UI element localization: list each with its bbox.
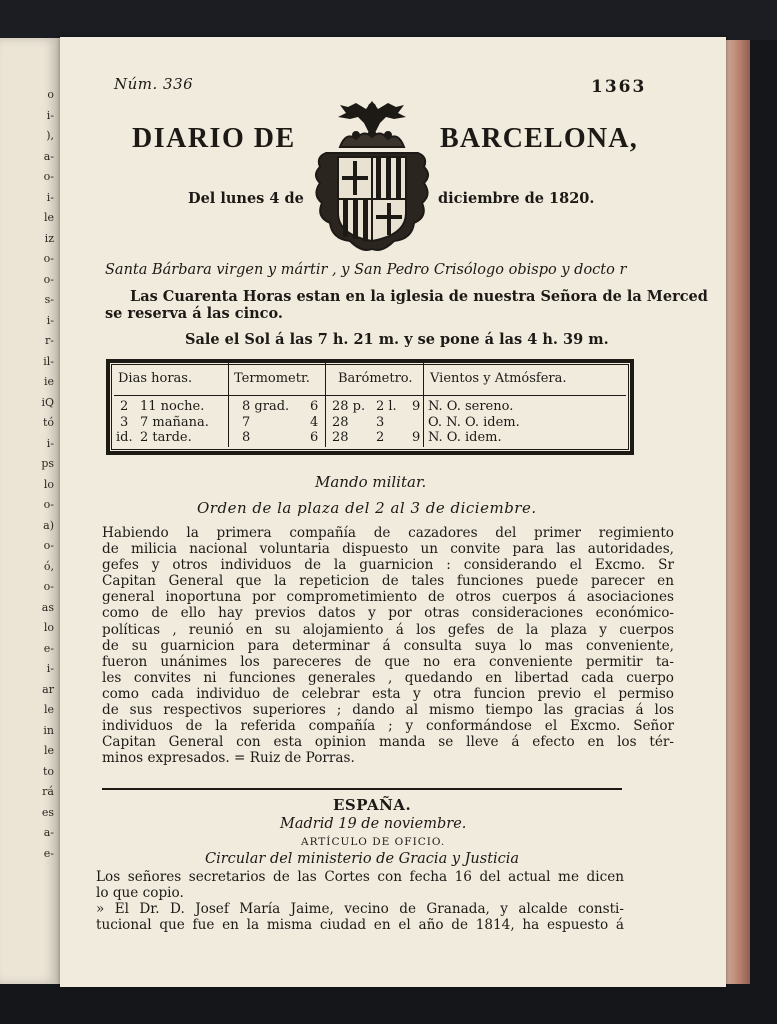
section-subtitle-orden: Orden de la plaza del 2 al 3 de diciembre.: [197, 499, 537, 517]
weather-therm-unit: 8: [242, 430, 251, 445]
left-page-text-fragment: es: [41, 805, 54, 819]
weather-therm-frac: 6: [310, 399, 319, 414]
article-line: Los señores secretarios de las Cortes con fecha 16 del actual me dicen: [96, 869, 624, 885]
saints-of-the-day: Santa Bárbara virgen y mártir , y San Pedro Crisólogo obispo y docto r: [105, 262, 627, 278]
weather-wind: O. N. O. idem.: [428, 415, 520, 430]
date-right: diciembre de 1820.: [438, 190, 595, 207]
weather-day: id.: [116, 430, 133, 445]
article-line: individuos de la referida compañía ; y conformándose el Excmo. Señor: [102, 718, 674, 735]
date-left: Del lunes 4 de: [188, 190, 304, 207]
left-page-text-fragment: o-: [43, 539, 54, 552]
weather-header-winds: Vientos y Atmósfera.: [430, 371, 567, 386]
article-line: como cada individuo de celebrar esta y otra funcion previo el permiso: [102, 685, 674, 702]
weather-hour: 2 tarde.: [140, 430, 192, 445]
left-page-text-fragment: le: [43, 211, 54, 224]
weather-table-divider: [423, 363, 424, 447]
weather-table-divider: [325, 363, 326, 447]
article-line: » El Dr. D. Josef María Jaime, vecino de Granada, y alcalde consti-: [96, 901, 624, 918]
left-page-text-fragment: e-: [43, 641, 54, 655]
left-page-text-fragment: o-: [43, 170, 54, 183]
weather-baro-frac: 9: [412, 430, 421, 445]
left-page-text-fragment: tó: [42, 416, 54, 429]
weather-therm-frac: 6: [310, 430, 319, 445]
left-page-text-fragment: iz: [44, 231, 54, 245]
scanner-background: [0, 0, 777, 40]
left-page-text-fragment: i-: [46, 190, 54, 204]
weather-therm-frac: 4: [310, 415, 319, 430]
left-page-text-fragment: o-: [43, 272, 54, 286]
weather-baro-lines: 2 l.: [376, 399, 397, 414]
left-page-text-fragment: ó,: [43, 559, 54, 573]
left-page-text-fragment: s-: [44, 293, 54, 306]
article-line: general inoportuna por comprometimiento de otros cuerpos á asociaciones: [102, 589, 674, 606]
kicker-articulo-de-oficio: ARTÍCULO DE OFICIO.: [301, 836, 446, 848]
left-page-text-fragment: o: [47, 88, 54, 101]
left-page-text-fragment: ar: [42, 682, 54, 696]
page-number: 1363: [591, 77, 647, 97]
section-title-mando-militar: Mando militar.: [315, 473, 427, 491]
weather-header-days: Dias horas.: [118, 371, 193, 386]
weather-baro-inches: 28 p.: [332, 399, 366, 414]
article-line: políticas , reunió en su alojamiento á los gefes de la plaza y cuerpos: [102, 621, 674, 638]
article-line: Capitan General con esta opinion manda se lleve á efecto en los tér-: [102, 734, 674, 751]
weather-table: [106, 359, 634, 455]
barcelona-coat-of-arms-emblem: [306, 95, 438, 257]
newspaper-page: [60, 37, 726, 987]
weather-hour: 7 mañana.: [140, 415, 209, 430]
left-page-text-fragment: le: [43, 744, 54, 757]
left-page-text-fragment: i-: [46, 436, 54, 450]
article-line: lo que copio.: [96, 885, 184, 902]
article-line: de su guarnicion para determinar á consulta suya lo mas conveniente,: [102, 637, 674, 654]
weather-baro-frac: 9: [412, 399, 421, 414]
left-page-text-fragment: as: [41, 600, 54, 614]
masthead-title-left: DIARIO DE: [132, 123, 296, 154]
weather-header-thermometer: Termometr.: [234, 371, 310, 386]
weather-day: 3: [120, 415, 129, 430]
left-page-text-fragment: i-: [46, 662, 54, 675]
weather-hour: 11 noche.: [140, 399, 205, 414]
dateline-madrid: Madrid 19 de noviembre.: [280, 816, 467, 832]
left-page-text-fragment: r-: [45, 334, 54, 347]
cuarenta-horas-line-1: Las Cuarenta Horas estan en la iglesia de nuestra Señora de la Merced: [130, 288, 708, 305]
article-line: les convites ni funciones generales , quedando en libertad cada cuerpo: [102, 669, 674, 686]
weather-baro-inches: 28: [332, 430, 349, 445]
weather-wind: N. O. idem.: [428, 430, 502, 445]
weather-header-barometer: Barómetro.: [338, 371, 413, 386]
weather-baro-lines: 3: [376, 415, 385, 430]
left-page-text-fragment: o-: [43, 498, 54, 511]
left-page-text-fragment: in: [43, 723, 54, 737]
left-page-text-fragment: le: [43, 703, 54, 716]
left-page-text-fragment: e-: [43, 846, 54, 860]
weather-baro-lines: 2: [376, 430, 385, 445]
article-line: minos expresados. = Ruiz de Porras.: [102, 750, 355, 767]
left-page-text-fragment: a): [43, 518, 54, 532]
section-divider: [102, 788, 622, 790]
weather-day: 2: [120, 399, 129, 414]
left-page-text-fragment: i-: [46, 108, 54, 122]
left-facing-page: [0, 38, 60, 984]
weather-table-header-rule: [114, 395, 626, 396]
left-page-text-fragment: ie: [43, 375, 54, 388]
weather-therm-unit: 7: [242, 415, 251, 430]
article-line: Habiendo la primera compañía de cazadores del primer regimiento: [102, 525, 674, 541]
weather-wind: N. O. sereno.: [428, 399, 514, 414]
left-page-text-fragment: a-: [43, 826, 54, 839]
article-line: fueron unánimes los pareceres de que no era conveniente permitir ta-: [102, 653, 674, 670]
weather-therm-unit: 8 grad.: [242, 399, 290, 414]
masthead-title-right: BARCELONA,: [440, 123, 638, 154]
weather-baro-inches: 28: [332, 415, 349, 430]
article-espana: [96, 869, 624, 933]
subtitle-circular: Circular del ministerio de Gracia y Justicia: [205, 851, 520, 867]
left-page-text-fragment: ),: [46, 129, 54, 142]
left-page-text-fragment: lo: [43, 621, 54, 634]
left-page-text-fragment: a-: [43, 149, 54, 163]
left-page-text-fragment: o-: [43, 580, 54, 593]
section-title-espana: ESPAÑA.: [333, 796, 412, 814]
left-page-text-fragment: o-: [43, 252, 54, 265]
article-line: como de ello hay previos datos y por otras consideraciones económico-: [102, 605, 674, 622]
article-line: de milicia nacional voluntaria dispuesto un convite para las autoridades,: [102, 541, 674, 558]
article-line: Capitan General que la repeticion de tales funciones puede parecer en: [102, 573, 674, 590]
left-page-text-fragment: iQ: [41, 395, 54, 409]
article-mando-militar: [102, 525, 674, 766]
left-page-text-fragment: il-: [43, 354, 54, 368]
cuarenta-horas-line-2: se reserva á las cinco.: [105, 305, 283, 322]
issue-number: Núm. 336: [114, 75, 194, 93]
left-page-text-fragment: rá: [42, 785, 54, 798]
sunrise-sunset: Sale el Sol á las 7 h. 21 m. y se pone á las 4 h. 39 m.: [185, 331, 609, 348]
left-page-text-fragment: i-: [46, 313, 54, 327]
article-line: de sus respectivos superiores ; dando al mismo tiempo las gracias á los: [102, 702, 674, 719]
left-page-text-fragment: to: [42, 764, 54, 778]
article-line: gefes y otros individuos de la guarnicion : considerando el Excmo. Sr: [102, 557, 674, 574]
weather-table-divider: [228, 363, 229, 447]
article-line: tucional que fue en la misma ciudad en el año de 1814, ha espuesto á: [96, 917, 624, 934]
left-page-text-fragment: lo: [43, 477, 54, 491]
left-page-text-fragment: ps: [41, 457, 54, 470]
